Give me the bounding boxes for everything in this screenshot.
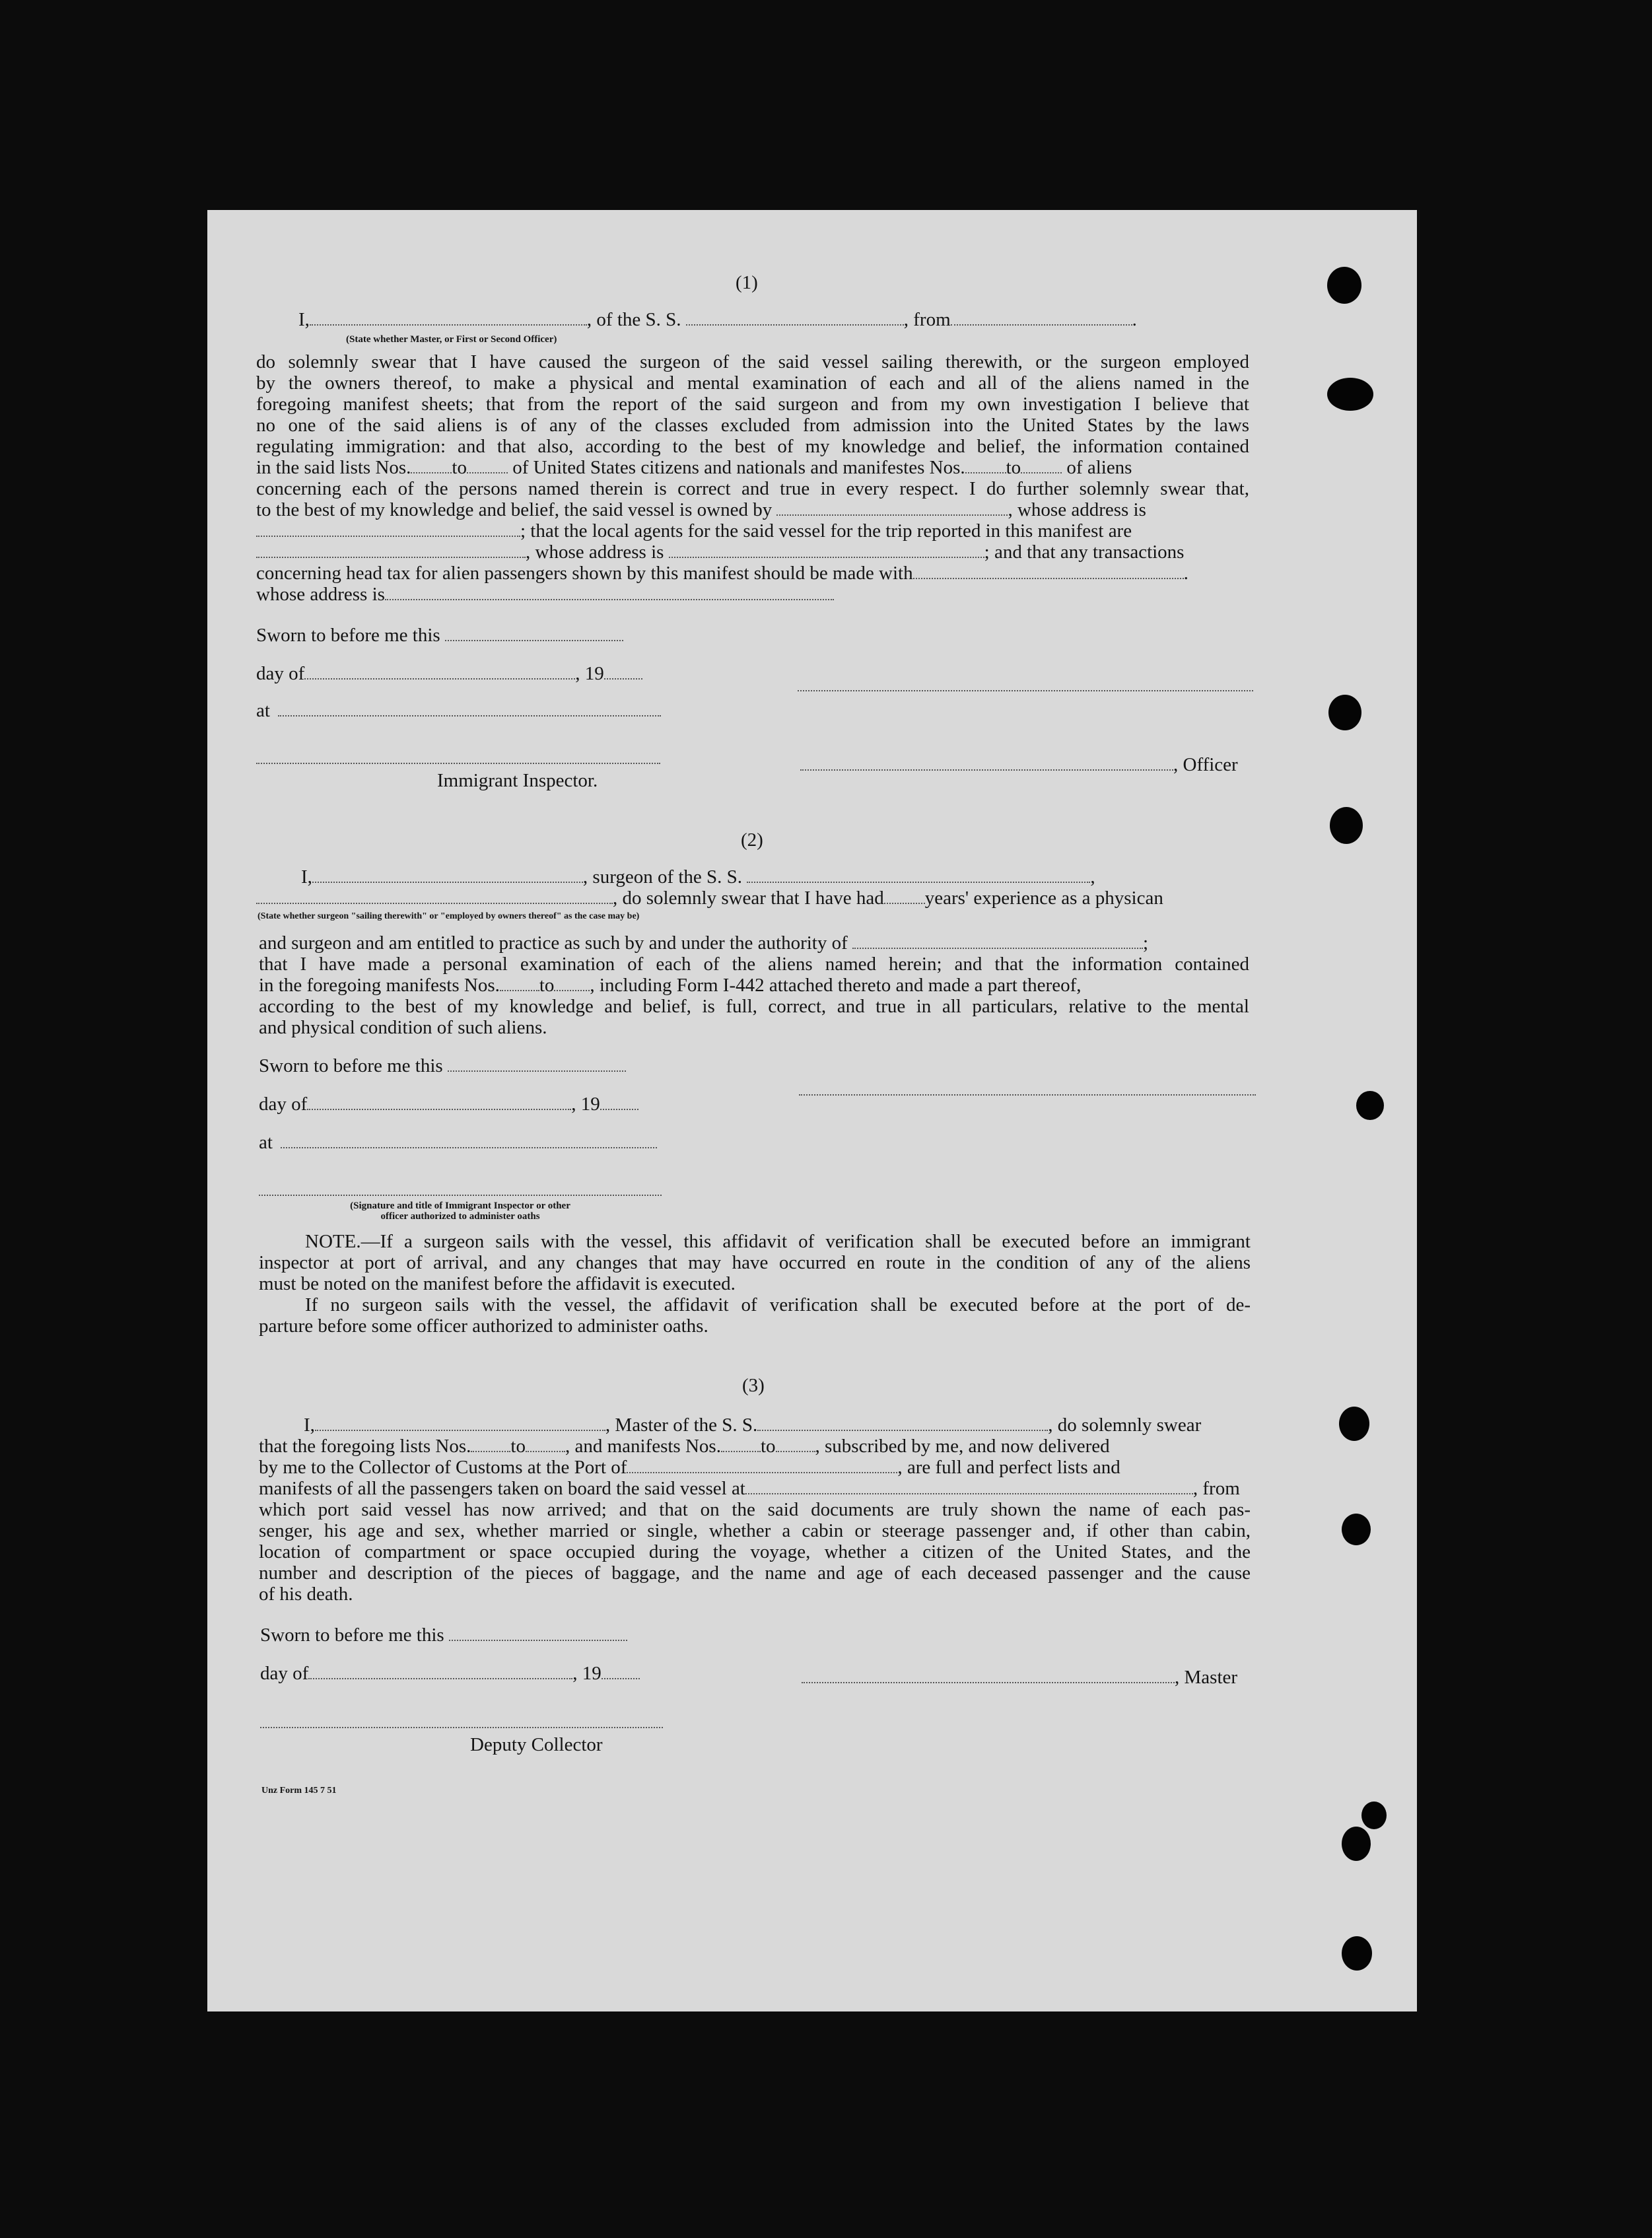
s1-day-text: day of (256, 663, 305, 684)
s1-officer-line: I, , of the S. S. , from . (298, 309, 1137, 330)
punch-hole-1 (1327, 267, 1361, 304)
s1-l6a: in the said lists Nos. (256, 457, 411, 478)
s2-19-text: , 19 (571, 1094, 600, 1115)
s3-l3a: by me to the Collector of Customs at the Port of (259, 1457, 627, 1478)
years-experience-field[interactable] (884, 902, 925, 904)
s1-officer-text: , Officer (1173, 754, 1238, 775)
head-tax-address-field[interactable] (385, 598, 834, 600)
agents-address-field[interactable] (669, 556, 984, 558)
s3-day (260, 1663, 640, 1684)
note-line-1: NOTE.—If a surgeon sails with the vessel, this affidavit of verification shall be executed before an immigrant (305, 1231, 1251, 1252)
s2-l3c: , including Form I-442 attached thereto and made a part thereof, (590, 975, 1082, 996)
s3-manifest-to-field[interactable] (776, 1450, 815, 1452)
s1-line-7: concerning each of the persons named therein is correct and true in every respect. I do further solemnly swear that, (256, 478, 1249, 499)
s3-list-from-field[interactable] (471, 1450, 510, 1452)
surgeon-note: (State whether surgeon "sailing therewith" or "employed by owners thereof" as the case may be) (258, 911, 640, 921)
s2-day (259, 1094, 638, 1115)
s1-line-11: concerning head tax for alien passengers shown by this manifest should be made with . (256, 563, 1188, 584)
officer-name-field[interactable] (310, 324, 587, 326)
s3-l4b: , from (1192, 1478, 1240, 1499)
s1-line-8 (256, 499, 1146, 520)
s3-master-of-text: , Master of the S. S. (605, 1415, 758, 1436)
s2-manifest-to-field[interactable] (554, 989, 590, 991)
s1-l12: whose address is (256, 584, 385, 605)
s1-inspector-signature-line[interactable] (256, 762, 660, 764)
s1-officer-signature-line[interactable] (798, 689, 1253, 691)
s2-sig-note-1: (Signature and title of Immigrant Inspector or other (350, 1201, 570, 1211)
s3-l2c: , and manifests Nos. (565, 1436, 721, 1457)
agents-field[interactable] (256, 556, 526, 558)
s3-l2e: , subscribed by me, and now delivered (815, 1436, 1110, 1457)
vessel-name-field[interactable] (686, 324, 904, 326)
form-sheet (207, 210, 1417, 2011)
s1-l6b: to (452, 457, 467, 478)
punch-hole-5 (1356, 1091, 1384, 1120)
s1-line-6 (256, 457, 1132, 478)
s2-sworn (259, 1055, 626, 1076)
s1-of-ss-text: , of the S. S. (586, 309, 681, 330)
s3-l2a: that the foregoing lists Nos. (259, 1436, 471, 1457)
s1-from-text: , from (903, 309, 951, 330)
s2-day-text: day of (259, 1094, 308, 1115)
owner-address-field[interactable] (256, 535, 520, 537)
s1-l6c: of United States citizens and nationals and manifestes Nos. (512, 457, 965, 478)
punch-hole-3 (1328, 695, 1361, 730)
section-1-heading: (1) (736, 272, 758, 293)
s1-line-5: regulating immigration: and that also, according to the best of my knowledge and belief, the information contained (256, 436, 1249, 457)
s3-master-text: , Master (1175, 1667, 1238, 1688)
s1-sworn (256, 625, 623, 646)
s3-line-6: senger, his age and sex, whether married or single, whether a cabin or steerage passenger and, if other than cabin, (259, 1520, 1251, 1541)
s3-line-7: location of compartment or space occupied during the voyage, whether a citizen of the United States, and the (259, 1541, 1251, 1562)
port-field[interactable] (627, 1471, 897, 1473)
master-name-field[interactable] (315, 1429, 605, 1431)
punch-hole-2 (1327, 378, 1373, 411)
s2-at (259, 1132, 657, 1153)
s2-l3a: in the foregoing manifests Nos. (259, 975, 500, 996)
s1-line-2: by the owners thereof, to make a physical and mental examination of each and all of the aliens named in the (256, 372, 1249, 394)
s2-inspector-signature-line[interactable] (259, 1194, 662, 1196)
s2-l3b: to (539, 975, 555, 996)
s1-i-text: I, (298, 309, 310, 330)
s2-signature-note (259, 1201, 662, 1222)
s1-line-1: do solemnly swear that I have caused the surgeon of the said vessel sailing therewith, or the surgeon employed (256, 351, 1249, 372)
s1-inspector-label: Immigrant Inspector. (437, 770, 598, 791)
officer-note: (State whether Master, or First or Second Officer) (346, 334, 557, 345)
s3-list-to-field[interactable] (526, 1450, 565, 1452)
s3-line-3 (259, 1457, 1120, 1478)
s3-19-text: , 19 (572, 1663, 602, 1684)
punch-hole-4 (1330, 807, 1363, 844)
citizen-list-from-field[interactable] (411, 472, 452, 473)
s2-swear-a: , do solemnly swear that I have had (613, 888, 884, 909)
s1-line-12 (256, 584, 834, 605)
s3-line-9: of his death. (259, 1584, 353, 1605)
s1-at (256, 700, 661, 721)
note-line-5: parture before some officer authorized to administer oaths. (259, 1315, 708, 1337)
owner-field[interactable] (776, 514, 1008, 516)
authority-field[interactable] (852, 947, 1143, 949)
s1-l10a: , whose address is (526, 542, 664, 563)
s1-l11: concerning head tax for alien passengers shown by this manifest should be made with (256, 563, 913, 584)
s1-day (256, 663, 642, 684)
s1-line-10 (256, 542, 1184, 563)
alien-manifest-to-field[interactable] (1021, 472, 1062, 473)
s2-sworn-text: Sworn to before me this (259, 1055, 443, 1076)
s1-day-field[interactable] (304, 678, 575, 680)
s2-surgeon-line: I, , surgeon of the S. S. , (301, 866, 1095, 888)
s3-deputy-label: Deputy Collector (470, 1734, 603, 1755)
section-3-heading: (3) (742, 1375, 765, 1396)
s3-day-text: day of (260, 1663, 309, 1684)
head-tax-party-field[interactable] (913, 577, 1184, 579)
s2-swear-line (256, 888, 1163, 909)
s1-sworn-date-field[interactable] (445, 639, 623, 641)
citizen-list-to-field[interactable] (467, 472, 508, 473)
s2-line-4: according to the best of my knowledge and belief, is full, correct, and true in all particulars, relative to the mental (259, 996, 1249, 1017)
punch-hole-10 (1342, 1936, 1372, 1971)
s2-authority-line: and surgeon and am entitled to practice as such by and under the authority of ; (259, 932, 1149, 954)
s2-authority-text: and surgeon and am entitled to practice as such by and under the authority of (259, 932, 848, 954)
s2-year-field[interactable] (600, 1108, 638, 1110)
s3-line-5: which port said vessel has now arrived; and that on the said documents are truly shown the name of each pas- (259, 1499, 1251, 1520)
punch-hole-6 (1339, 1407, 1369, 1441)
s2-sig-note-2: officer authorized to administer oaths (380, 1211, 540, 1222)
s2-i-text: I, (301, 866, 312, 888)
s3-line-4 (259, 1478, 1240, 1499)
departure-port-field[interactable] (951, 324, 1132, 326)
s3-sworn (260, 1625, 627, 1646)
s2-line-3 (259, 975, 1081, 996)
s3-sworn-text: Sworn to before me this (260, 1625, 444, 1646)
s1-year-field[interactable] (604, 678, 642, 680)
s3-sworn-date-field[interactable] (449, 1639, 627, 1641)
s2-line-2: that I have made a personal examination of each of the aliens named herein; and that the information contained (259, 954, 1249, 975)
section-2-heading: (2) (741, 829, 763, 851)
s3-l3b: , are full and perfect lists and (897, 1457, 1120, 1478)
s3-day-field[interactable] (308, 1677, 572, 1679)
s3-swear-text: , do solemnly swear (1048, 1415, 1202, 1436)
s3-vessel-field[interactable] (757, 1429, 1048, 1431)
s1-officer-signature (800, 754, 1238, 775)
alien-manifest-from-field[interactable] (965, 472, 1006, 473)
s3-line-8: number and description of the pieces of baggage, and the name and age of each deceased passenger and the cause (259, 1562, 1251, 1584)
s3-i-text: I, (304, 1415, 315, 1436)
s2-surgeon-signature-line[interactable] (799, 1094, 1256, 1096)
punch-hole-9 (1342, 1827, 1371, 1861)
s3-line-2 (259, 1436, 1110, 1457)
s3-deputy-signature-line[interactable] (260, 1726, 663, 1728)
s1-line-3: foregoing manifest sheets; that from the report of the said surgeon and from my own investigation I believe that (256, 394, 1249, 415)
s3-l2b: to (510, 1436, 526, 1457)
note-line-2: inspector at port of arrival, and any changes that may have occurred en route in the condition of any of the aliens (259, 1252, 1251, 1273)
s1-19-text: , 19 (575, 663, 604, 684)
s1-l6e: of aliens (1066, 457, 1132, 478)
s3-master-signature (802, 1667, 1237, 1688)
punch-hole-8 (1361, 1801, 1387, 1829)
s3-manifest-from-field[interactable] (721, 1450, 761, 1452)
s1-l6d: to (1006, 457, 1021, 478)
s2-at-text: at (259, 1132, 273, 1153)
s1-l9: ; that the local agents for the said vessel for the trip reported in this manifest are (520, 520, 1132, 542)
s1-l8a: to the best of my knowledge and belief, the said vessel is owned by (256, 499, 773, 520)
s2-at-field[interactable] (281, 1146, 657, 1148)
s2-vessel-field[interactable] (747, 881, 1090, 883)
s2-line-5: and physical condition of such aliens. (259, 1017, 547, 1038)
s1-l8b: , whose address is (1008, 499, 1146, 520)
note-line-3: must be noted on the manifest before the affidavit is executed. (259, 1273, 736, 1294)
s1-officer-title-field[interactable] (800, 769, 1173, 771)
form-id: Unz Form 145 7 51 (261, 1786, 337, 1796)
s1-sworn-text: Sworn to before me this (256, 625, 440, 646)
s2-sworn-date-field[interactable] (448, 1070, 626, 1072)
s3-year-field[interactable] (602, 1677, 640, 1679)
s2-surgeon-of-text: , surgeon of the S. S. (582, 866, 743, 888)
s1-line-9 (256, 520, 1132, 542)
s3-l4a: manifests of all the passengers taken on board the said vessel at (259, 1478, 745, 1499)
boarding-port-field[interactable] (745, 1492, 1193, 1494)
s1-at-field[interactable] (278, 715, 661, 717)
s1-line-4: no one of the said aliens is of any of the classes excluded from admission into the United States by the laws (256, 415, 1249, 436)
s3-master-signature-field[interactable] (802, 1681, 1175, 1683)
s3-master-line (304, 1415, 1201, 1436)
s1-at-text: at (256, 700, 270, 721)
s2-swear-b: years' experience as a physican (924, 888, 1163, 909)
s1-l10b: ; and that any transactions (984, 542, 1185, 563)
s3-l2d: to (760, 1436, 776, 1457)
punch-hole-7 (1342, 1514, 1371, 1545)
surgeon-type-field[interactable] (256, 902, 613, 904)
note-line-4: If no surgeon sails with the vessel, the affidavit of verification shall be executed before at the port of de- (305, 1294, 1251, 1315)
s2-manifest-from-field[interactable] (500, 989, 539, 991)
s2-day-field[interactable] (307, 1108, 571, 1110)
surgeon-name-field[interactable] (312, 881, 583, 883)
